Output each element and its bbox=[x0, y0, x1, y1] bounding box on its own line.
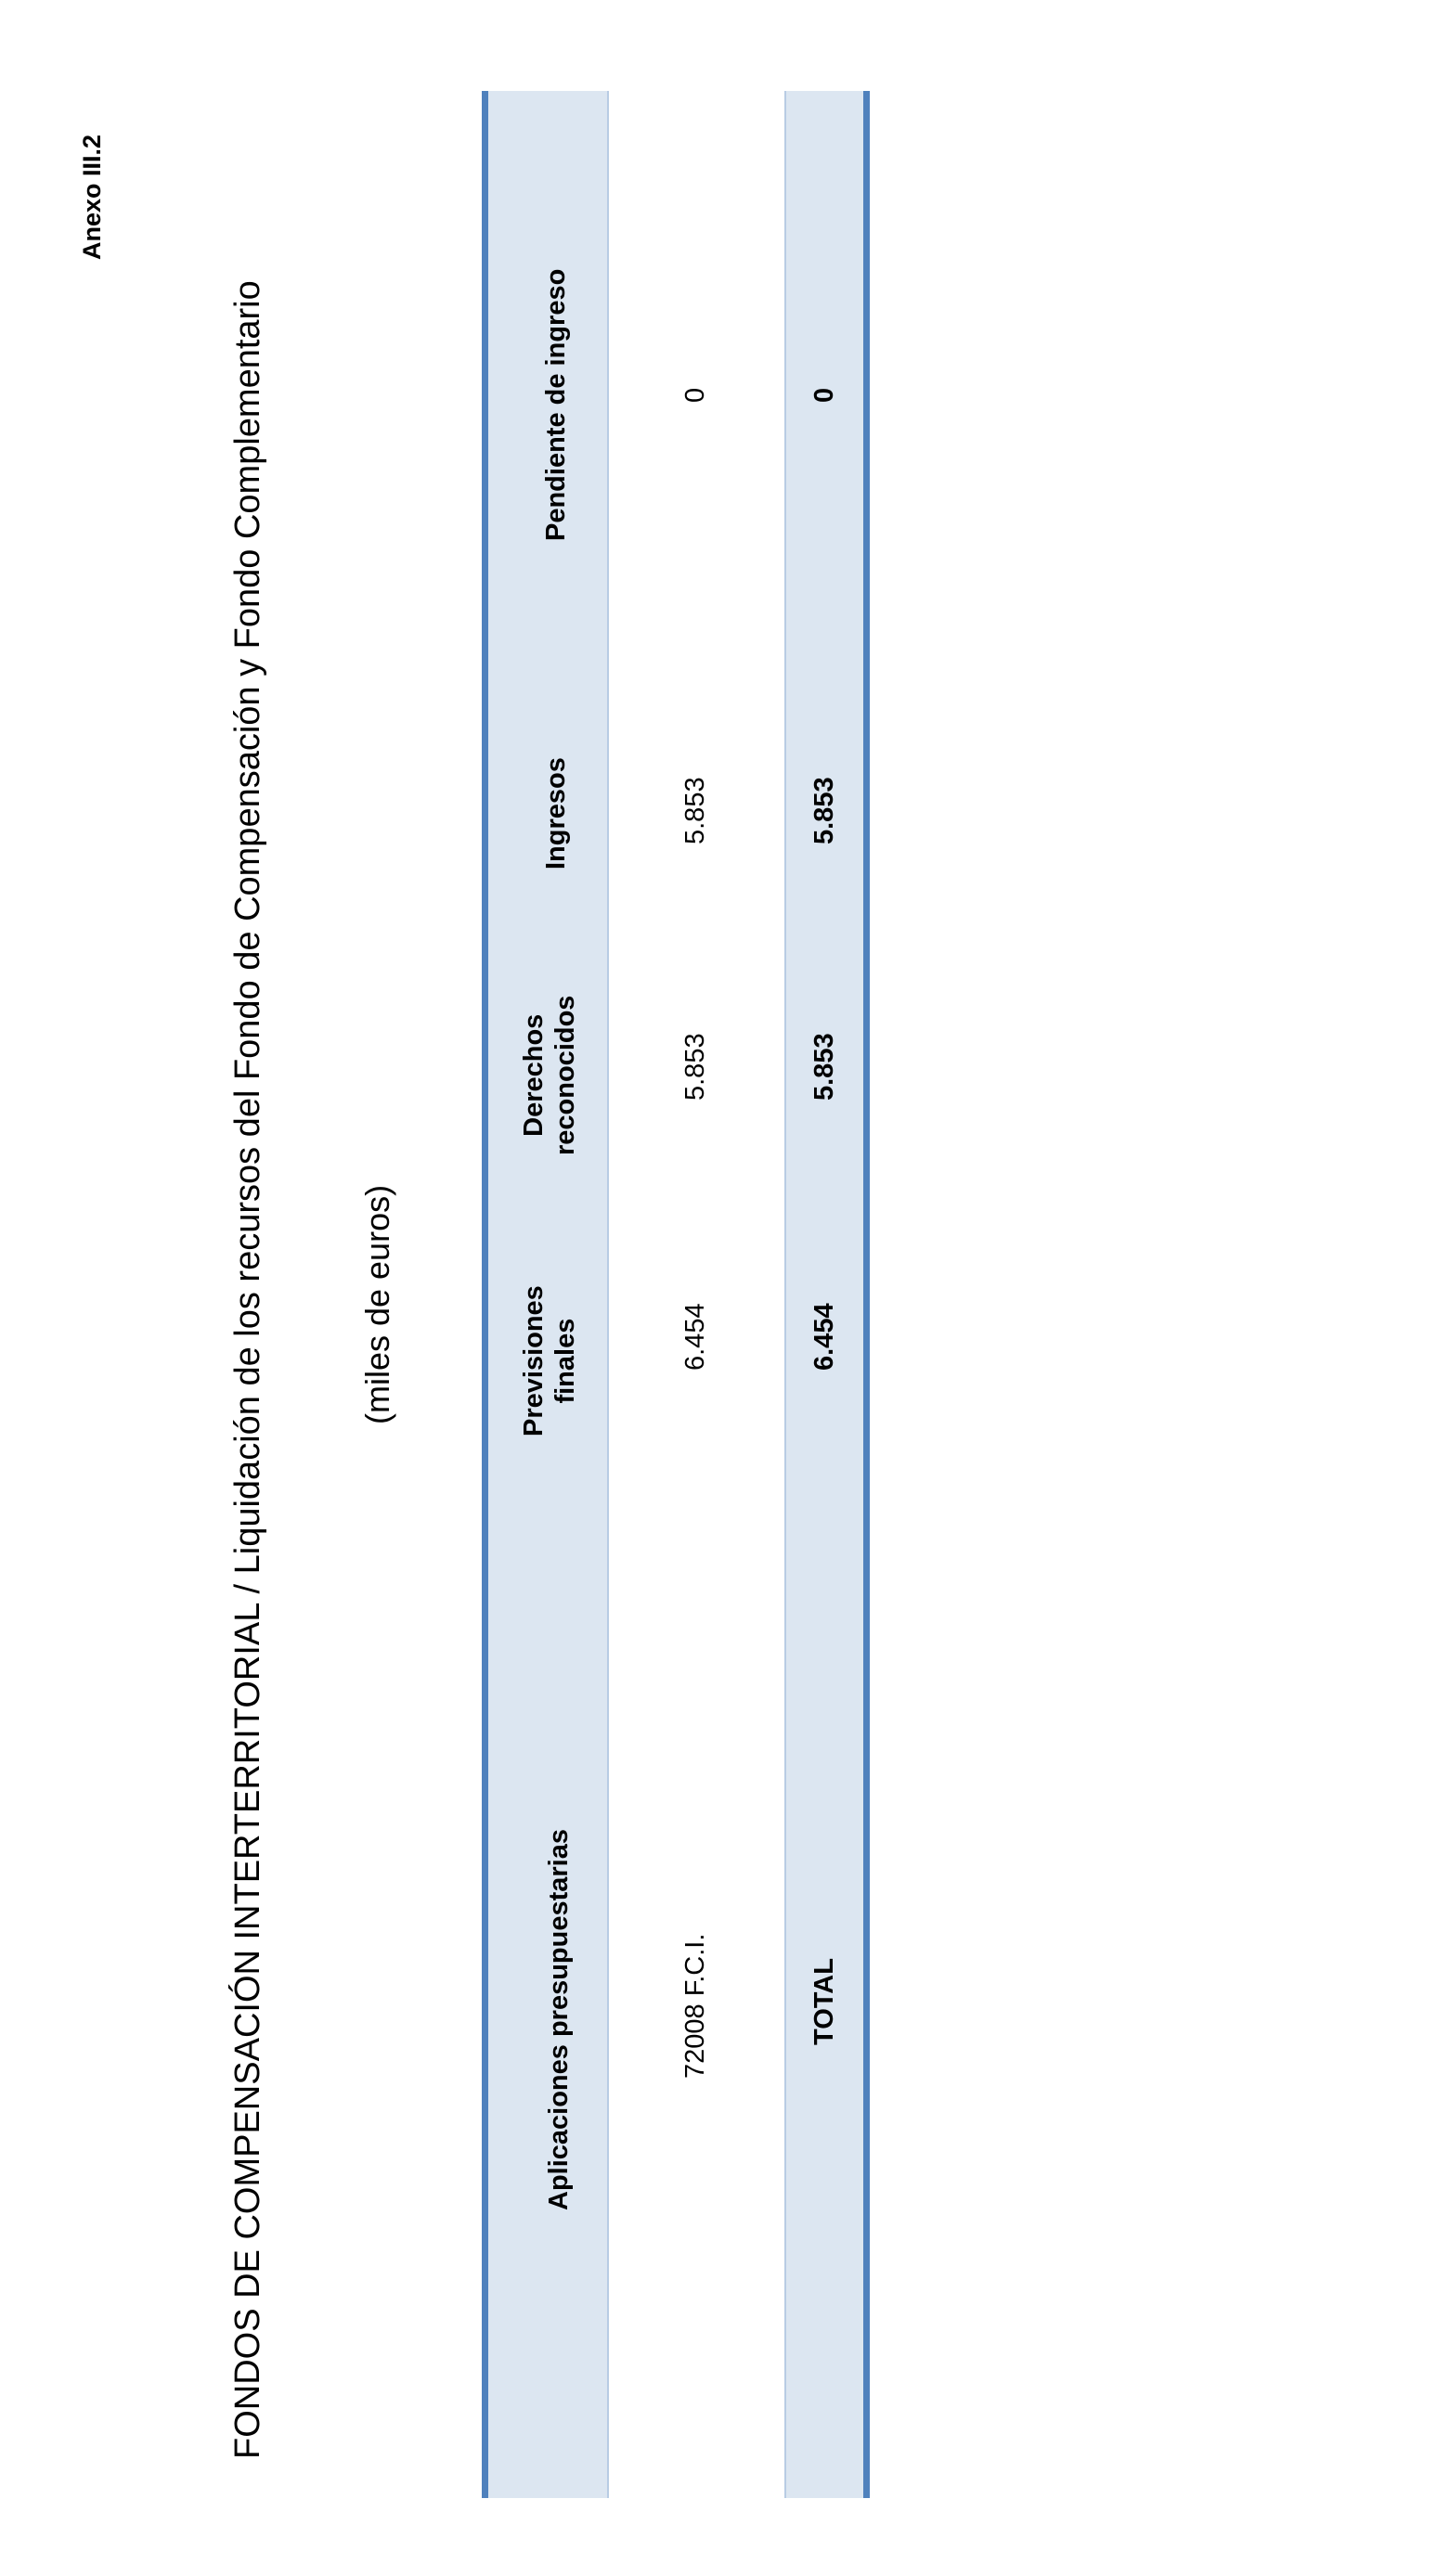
total-pendiente: 0 bbox=[809, 387, 839, 403]
header-previsiones bbox=[518, 1285, 581, 1436]
header-aplicaciones: Aplicaciones presupuestarias bbox=[544, 1829, 574, 2210]
header-previsiones-line2: finales bbox=[550, 1318, 580, 1404]
total-band bbox=[784, 91, 870, 2498]
header-derechos-line1: Derechos bbox=[519, 1013, 549, 1137]
page-title: FONDOS DE COMPENSACIÓN INTERTERRITORIAL / Liquidación de los recursos del Fondo de Compensación y Fondo Complementario bbox=[228, 280, 267, 2459]
row-previsiones: 6.454 bbox=[680, 1303, 710, 1371]
header-ingresos: Ingresos bbox=[541, 757, 571, 869]
row-ingresos: 5.853 bbox=[680, 777, 710, 844]
row-aplicacion: 72008 F.C.I. bbox=[680, 1933, 710, 2079]
total-label: TOTAL bbox=[809, 1958, 839, 2045]
header-derechos bbox=[518, 996, 581, 1155]
total-ingresos: 5.853 bbox=[809, 777, 839, 844]
total-derechos: 5.853 bbox=[809, 1033, 839, 1101]
header-derechos-line2: reconocidos bbox=[550, 995, 580, 1155]
total-previsiones: 6.454 bbox=[809, 1303, 839, 1371]
annex-label: Anexo III.2 bbox=[78, 134, 106, 260]
row-derechos: 5.853 bbox=[680, 1033, 710, 1101]
unit-label: (miles de euros) bbox=[358, 1184, 396, 1424]
total-top-rule bbox=[784, 91, 786, 2498]
header-rule bbox=[482, 91, 488, 2498]
header-bottom-rule bbox=[607, 91, 609, 2498]
header-pendiente: Pendiente de ingreso bbox=[541, 268, 571, 541]
header-previsiones-line1: Previsiones bbox=[519, 1285, 549, 1436]
total-rule bbox=[863, 91, 870, 2498]
row-pendiente: 0 bbox=[680, 387, 710, 403]
